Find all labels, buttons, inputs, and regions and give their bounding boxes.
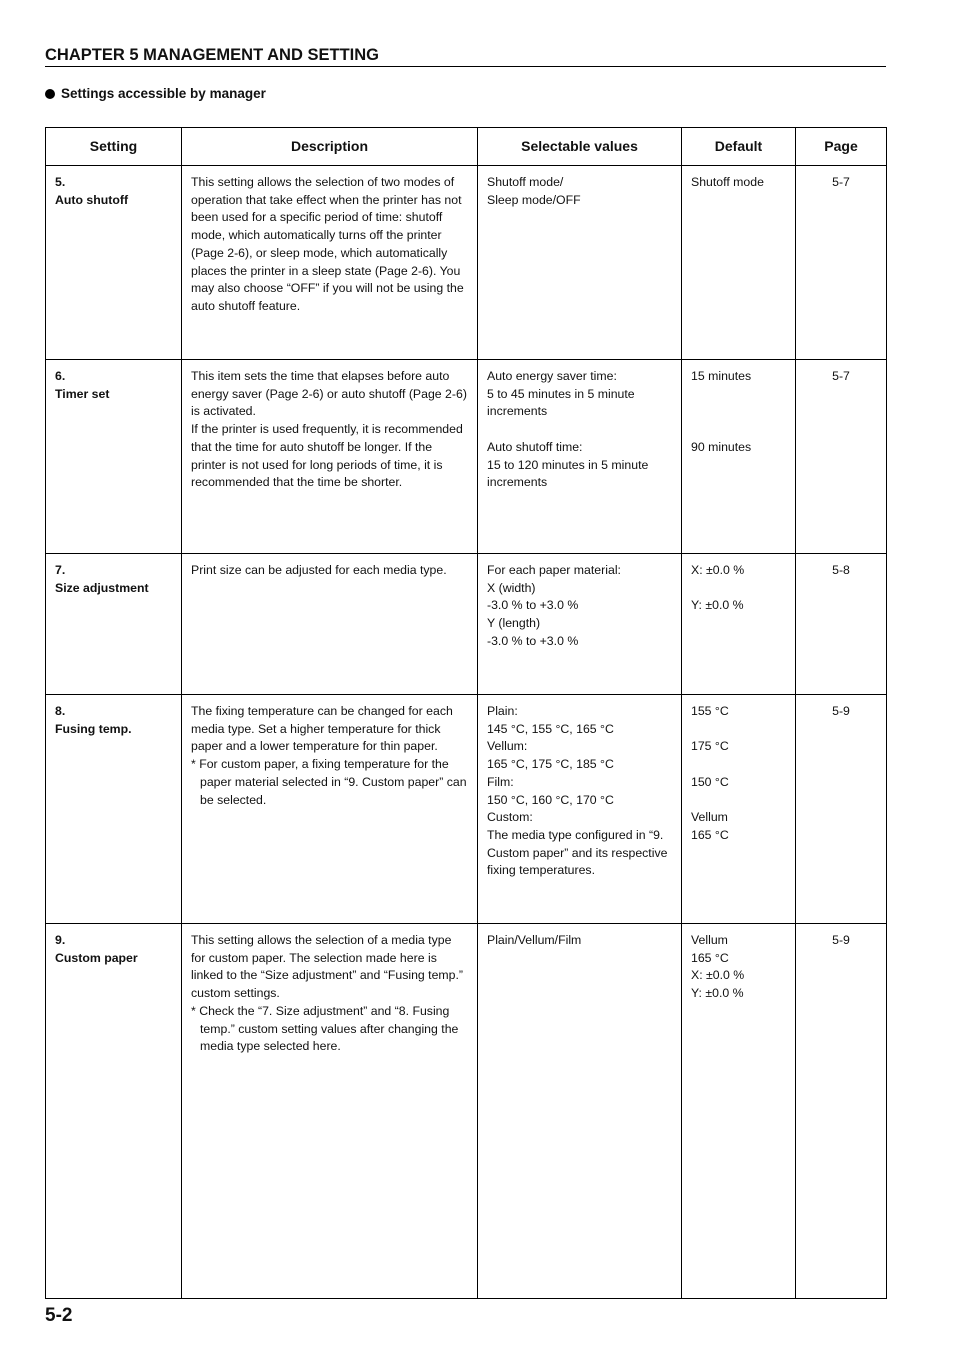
setting-number: 7. [55,563,66,577]
value-line: 15 to 120 minutes in 5 minute [487,457,649,472]
value-line: 5 to 45 minutes in 5 minute [487,386,635,401]
description-note: * Check the “7. Size adjustment” and “8. Fusing temp.” custom setting values after changing the media type selected here. [191,1003,459,1054]
default-line: 165 °C [691,827,729,842]
section-heading [45,86,266,101]
table-row [46,924,887,1299]
setting-number: 8. [55,704,66,718]
default-cell [682,360,796,554]
setting-name: Custom paper [55,950,138,965]
description-text: The fixing temperature can be changed for each media type. Set a higher temperature for thick paper and a lower temperature for thin paper. [191,704,453,754]
description-text: This setting allows the selection of a media type for custom paper. The selection made here is linked to the “Size adjustment” and “Fusing temp.” custom settings. [191,933,464,1001]
page-reference: 5-9 [796,924,887,1299]
page-reference: 5-7 [796,360,887,554]
header-rule [45,66,886,67]
setting-name: Fusing temp. [55,721,132,736]
default-line [691,403,787,421]
value-line: For each paper material: [487,563,621,577]
setting-cell [46,554,182,695]
page-reference: 5-8 [796,554,887,695]
table-row [46,554,887,695]
section-title: Settings accessible by manager [61,86,266,101]
page-reference: 5-9 [796,695,887,924]
value-line: Film: [487,774,514,789]
value-line: -3.0 % to +3.0 % [487,633,579,648]
table-row [46,166,887,360]
values-cell [478,554,682,695]
chapter-title: CHAPTER 5 MANAGEMENT AND SETTING [45,46,379,64]
setting-number: 6. [55,369,66,383]
value-line: Custom: [487,810,533,825]
default-cell [682,554,796,695]
description-text: This item sets the time that elapses before auto energy saver (Page 2-6) or auto shutoff (Page 2-6) is activated. If the printer is used frequently, it is recommended that the time for auto shutoff be longer. If the printer is not used for long periods of time, it is recommended that the time be shorter. [191,369,467,490]
value-line: Auto energy saver time: [487,369,617,383]
value-line: Y (length) [487,616,541,631]
default-line [691,421,787,439]
setting-number: 9. [55,933,66,947]
description-text: This setting allows the selection of two modes of operation that take effect when the printer has not been used for a specific period of time: shutoff mode, which automatically turns off the printer (Page 2-6), or sleep mode, which automatically places the printer in a sleep state (Page 2-6). You may also choose “OFF” if you will not be using the auto shutoff feature. [191,175,464,313]
description-text: Print size can be adjusted for each media type. [191,563,447,577]
description-cell [182,554,478,695]
value-line: Sleep mode/OFF [487,192,581,207]
values-cell [478,360,682,554]
default-cell [682,166,796,360]
default-line: Y: ±0.0 % [691,986,744,1001]
description-cell [182,924,478,1299]
value-line: 150 °C, 160 °C, 170 °C [487,792,614,807]
setting-cell [46,360,182,554]
default-line: Vellum [691,810,728,825]
description-cell [182,360,478,554]
default-line [691,791,787,809]
value-line: increments [487,475,548,490]
header-setting: Setting [46,128,182,166]
value-line: X (width) [487,580,536,595]
page-number: 5-2 [45,1305,73,1326]
setting-cell [46,695,182,924]
header-default: Default [682,128,796,166]
default-line: Y: ±0.0 % [691,598,744,613]
value-line: Plain/Vellum/Film [487,933,582,947]
default-cell [682,695,796,924]
page-reference: 5-7 [796,166,887,360]
header-description: Description [182,128,478,166]
value-line: Plain: [487,704,518,718]
value-line: Shutoff mode/ [487,175,564,189]
setting-number: 5. [55,175,66,189]
table-row [46,695,887,924]
header-values: Selectable values [478,128,682,166]
default-line: 90 minutes [691,439,752,454]
setting-name: Auto shutoff [55,192,129,207]
default-line [691,756,787,774]
default-line [691,721,787,739]
values-cell [478,166,682,360]
setting-cell [46,166,182,360]
values-cell [478,924,682,1299]
description-note: * For custom paper, a fixing temperature for the paper material selected in “9. Custom paper” can be selected. [191,757,467,807]
table-row [46,360,887,554]
default-line: 165 °C [691,950,729,965]
default-line: 150 °C [691,774,729,789]
settings-table [45,127,887,1299]
value-line: 145 °C, 155 °C, 165 °C [487,721,614,736]
default-line: X: ±0.0 % [691,968,745,983]
default-line [691,580,787,598]
default-line: Vellum [691,933,728,947]
value-line: increments [487,404,548,419]
default-line: 155 °C [691,704,729,718]
default-line: 175 °C [691,739,729,754]
table-header-row [46,128,887,166]
value-line: The media type configured in “9. Custom paper” and its respective fixing temperatures. [487,827,668,878]
value-line: Vellum: [487,739,528,754]
header-page: Page [796,128,887,166]
bullet-icon [45,89,55,99]
default-line: X: ±0.0 % [691,563,745,577]
description-cell [182,166,478,360]
description-cell [182,695,478,924]
value-line: -3.0 % to +3.0 % [487,598,579,613]
value-line: 165 °C, 175 °C, 185 °C [487,757,614,772]
values-cell [478,695,682,924]
default-line: Shutoff mode [691,175,764,189]
default-cell [682,924,796,1299]
setting-name: Timer set [55,386,110,401]
value-line [487,421,673,439]
default-line [691,386,787,404]
value-line: Auto shutoff time: [487,439,583,454]
setting-name: Size adjustment [55,580,149,595]
default-line: 15 minutes [691,369,752,383]
setting-cell [46,924,182,1299]
